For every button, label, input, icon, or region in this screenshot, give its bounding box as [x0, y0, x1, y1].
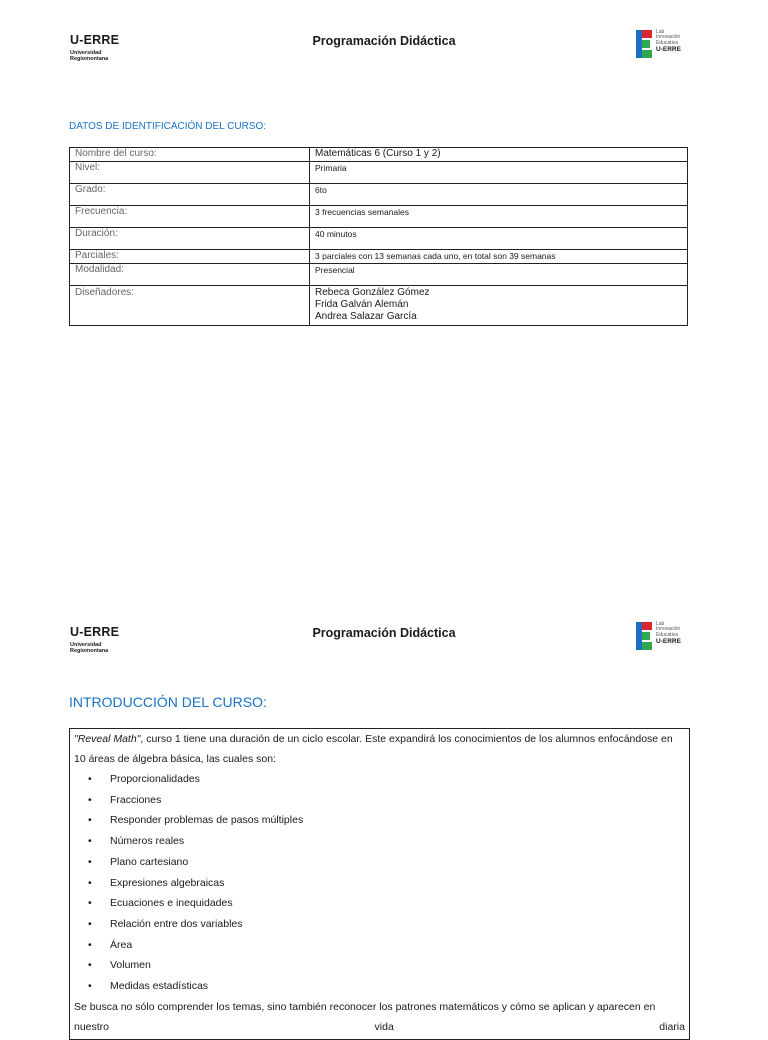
row-value: 40 minutos [310, 228, 688, 250]
page-header [0, 620, 768, 660]
page-title: Programación Didáctica [312, 34, 456, 48]
topic-text: Volumen [110, 959, 151, 972]
table-row [70, 264, 688, 286]
page-title: Programación Didáctica [312, 626, 456, 640]
table-row [70, 206, 688, 228]
lab-brand: U-ERRE [656, 46, 681, 54]
topic-text: Proporcionalidades [110, 773, 200, 785]
section-title-identificacion: DATOS DE IDENTIFICACIÓN DEL CURSO: [69, 121, 267, 132]
table-row [70, 162, 688, 184]
bullet-icon: • [88, 814, 92, 827]
table-row [70, 250, 688, 264]
closing-word: nuestro [74, 1020, 110, 1033]
bullet-icon: • [88, 835, 92, 848]
topic-text: Responder problemas de pasos múltiples [110, 814, 304, 827]
bullet-icon: • [88, 773, 92, 785]
lab-line-1: Lab [656, 29, 665, 35]
list-item [88, 810, 685, 831]
lab-logo-mark-icon [636, 622, 652, 650]
topic-text: Plano cartesiano [110, 855, 189, 868]
designer-name: Frida Galván Alemán [315, 299, 409, 310]
brand-name: U-ERRE [70, 625, 120, 639]
list-item [88, 873, 685, 894]
bullet-icon: • [88, 980, 92, 993]
table-row [70, 228, 688, 250]
topic-text: Ecuaciones e inequidades [110, 897, 233, 910]
course-name-emphasis: "Reveal Math" [74, 733, 141, 745]
intro-text: , curso 1 tiene una duración de un ciclo escolar. Este expandirá los conocimientos de los alumnos enfocándose en 10 áreas de álgebra básica, las cuales son: [74, 733, 673, 765]
lab-innovacion-logo [636, 622, 696, 652]
brand-sub-1: Universidad [70, 642, 102, 648]
row-value: 3 frecuencias semanales [310, 206, 688, 228]
bullet-icon: • [88, 793, 92, 806]
table-row [70, 184, 688, 206]
lab-logo-mark-icon [636, 30, 652, 58]
list-item [88, 831, 685, 852]
list-item [88, 893, 685, 914]
course-data-table [69, 147, 688, 326]
designer-name: Rebeca González Gómez [315, 287, 430, 298]
lab-logo-text [656, 622, 681, 645]
list-item [88, 790, 685, 811]
topic-text: Fracciones [110, 793, 162, 806]
row-label: Nivel: [70, 162, 310, 184]
closing-word: diaria [659, 1020, 685, 1033]
intro-paragraph [74, 729, 685, 769]
bullet-icon: • [88, 917, 92, 930]
designer-name: Andrea Salazar García [315, 311, 417, 322]
row-value: 3 parciales con 13 semanas cada uno, en total son 39 semanas [310, 250, 688, 264]
list-item [88, 852, 685, 873]
bullet-icon: • [88, 855, 92, 868]
bullet-icon: • [88, 897, 92, 910]
page-header [0, 28, 768, 68]
list-item [88, 914, 685, 935]
lab-innovacion-logo [636, 30, 696, 60]
list-item [88, 976, 685, 997]
row-value: Matemáticas 6 (Curso 1 y 2) [310, 148, 688, 162]
brand-sub-2: Regiomontana [70, 56, 109, 62]
closing-line-2 [74, 1017, 685, 1037]
row-value-designers [310, 286, 688, 326]
brand-name: U-ERRE [70, 33, 120, 47]
topic-text: Relación entre dos variables [110, 917, 243, 930]
list-item [88, 935, 685, 956]
brand-sub-1: Universidad [70, 50, 102, 56]
lab-logo-text [656, 30, 681, 53]
row-label: Parciales: [70, 250, 310, 264]
row-label: Diseñadores: [70, 286, 310, 326]
lab-line-3: Educativa [656, 39, 678, 46]
topic-text: Medidas estadísticas [110, 980, 209, 993]
topic-text: Expresiones algebraicas [110, 876, 225, 889]
closing-word: vida [374, 1020, 394, 1033]
lab-line-1: Lab [656, 621, 665, 627]
lab-brand: U-ERRE [656, 638, 681, 646]
row-label: Frecuencia: [70, 206, 310, 228]
list-item [88, 955, 685, 976]
topic-text: Área [110, 938, 133, 951]
row-value: Presencial [310, 264, 688, 286]
lab-line-2: Innovación [656, 626, 681, 633]
table-row [70, 286, 688, 326]
topic-text: Números reales [110, 835, 185, 848]
brand-sub-2: Regiomontana [70, 648, 109, 654]
row-value: Primaria [310, 162, 688, 184]
row-label: Grado: [70, 184, 310, 206]
row-label: Modalidad: [70, 264, 310, 286]
row-value: 6to [310, 184, 688, 206]
bullet-icon: • [88, 959, 92, 972]
lab-line-3: Educativa [656, 631, 678, 638]
list-item [88, 769, 685, 790]
lab-line-2: Innovación [656, 34, 681, 41]
topic-list [74, 769, 685, 997]
bullet-icon: • [88, 876, 92, 889]
table-row [70, 148, 688, 162]
row-label: Duración: [70, 228, 310, 250]
closing-paragraph: Se busca no sólo comprender los temas, sino también reconocer los patrones matemáticos y cómo se aplican y aparecen en [74, 1000, 656, 1013]
row-label: Nombre del curso: [70, 148, 310, 162]
bullet-icon: • [88, 938, 92, 951]
section-title-introduccion: INTRODUCCIÓN DEL CURSO: [69, 694, 267, 710]
intro-box [69, 728, 690, 1040]
